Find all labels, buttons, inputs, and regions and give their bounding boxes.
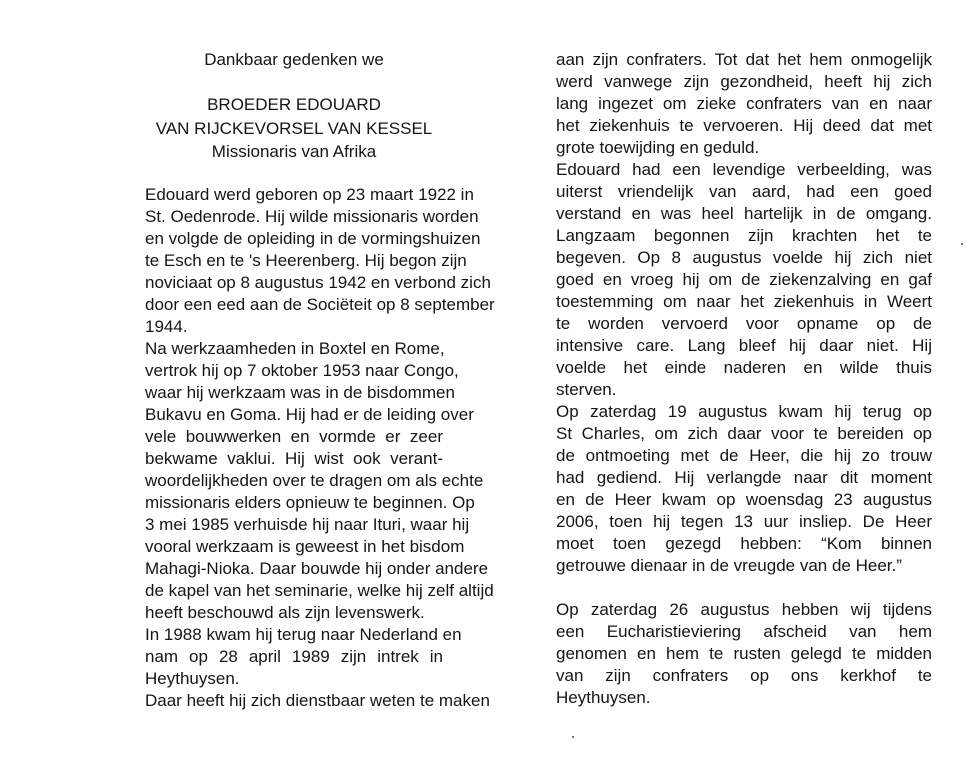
text-line: het ziekenhuis te vervoeren. Hij deed dat met [556, 116, 932, 135]
text-line: voelde het einde naderen en wilde thuis [556, 358, 932, 377]
text-line: van zijn confraters op ons kerkhof te [556, 666, 932, 685]
text-line: goed en vroeg hij om de ziekenzalving en gaf [556, 270, 932, 289]
name-heading: BROEDER EDOUARD [207, 95, 381, 114]
scan-speck [572, 736, 574, 738]
intro-heading: Dankbaar gedenken we [204, 50, 384, 69]
text-line: nam op 28 april 1989 zijn intrek in [145, 647, 443, 666]
text-line: lang ingezet om zieke confraters van en naar [556, 94, 932, 113]
text-line: werd vanwege zijn gezondheid, heeft hij zich [556, 72, 932, 91]
text-line: Heythuysen. [556, 688, 651, 707]
text-line: en volgde de opleiding in de vormingshuizen [145, 229, 481, 248]
text-line: intensive care. Lang bleef hij daar niet. Hij [556, 336, 932, 355]
left-paragraphs [145, 184, 495, 712]
text-line: woordelijkheden over te dragen om als echte [145, 471, 484, 490]
text-line: Op zaterdag 19 augustus kwam hij terug op [556, 402, 932, 421]
text-line: sterven. [556, 380, 617, 399]
text-line: 1944. [145, 317, 188, 336]
text-line: Daar heeft hij zich dienstbaar weten te maken [145, 691, 490, 710]
text-line: heeft beschouwd als zijn levenswerk. [145, 603, 425, 622]
text-line: verstand en was heel hartelijk in de omgang. [556, 204, 932, 223]
text-line: St Charles, om zich daar voor te bereiden op [556, 424, 932, 443]
text-line: Heythuysen. [145, 669, 240, 688]
text-line: getrouwe dienaar in de vreugde van de Heer.” [556, 556, 902, 575]
text-line: door een eed aan de Sociëteit op 8 september [145, 295, 495, 314]
text-line: en de Heer kwam op woensdag 23 augustus [556, 490, 932, 509]
text-line: Op zaterdag 26 augustus hebben wij tijdens [556, 600, 932, 619]
text-line: de kapel van het seminarie, welke hij zelf altijd [145, 581, 494, 600]
text-line: 3 mei 1985 verhuisde hij naar Ituri, waar hij [145, 515, 470, 534]
text-line: te Esch en te 's Heerenberg. Hij begon zijn [145, 251, 467, 270]
text-line: te worden vervoerd voor opname op de [556, 314, 932, 333]
text-line: aan zijn confraters. Tot dat het hem onmogelijk [556, 50, 932, 69]
text-line: Edouard had een levendige verbeelding, was [556, 160, 932, 179]
text-line: de ontmoeting met de Heer, die hij zo trouw [556, 446, 932, 465]
right-paragraphs [556, 49, 932, 709]
text-line: Langzaam begonnen zijn krachten het te [556, 226, 932, 245]
text-line: noviciaat op 8 augustus 1942 en verbond zich [145, 273, 491, 292]
text-line: vertrok hij op 7 oktober 1953 naar Congo, [145, 361, 459, 380]
surname-heading: VAN RIJCKEVORSEL VAN KESSEL [155, 119, 433, 138]
text-line: waar hij werkzaam was in de bisdommen [145, 383, 455, 402]
text-line: had gediend. Hij verlangde naar dit moment [556, 468, 932, 487]
text-line: In 1988 kwam hij terug naar Nederland en [145, 625, 462, 644]
text-line: vooral werkzaam is geweest in het bisdom [145, 537, 465, 556]
text-line: grote toewijding en geduld. [556, 138, 760, 157]
text-line: Edouard werd geboren op 23 maart 1922 in [145, 185, 474, 204]
text-line: genomen en hem te rusten gelegd te midden [556, 644, 932, 663]
text-line: Na werkzaamheden in Boxtel en Rome, [145, 339, 445, 358]
text-line: missionaris elders opnieuw te beginnen. Op [145, 493, 475, 512]
text-line: 2006, toen hij tegen 13 uur insliep. De Heer [556, 512, 932, 531]
text-line: St. Oedenrode. Hij wilde missionaris worden [145, 207, 479, 226]
blank-line [556, 577, 932, 599]
text-line: bekwame vaklui. Hij wist ook verant- [145, 449, 443, 468]
text-line: vele bouwwerken en vormde er zeer [145, 427, 443, 446]
text-line: uiterst vriendelijk van aard, had een goed [556, 182, 932, 201]
text-line: toestemming om naar het ziekenhuis in Weert [556, 292, 932, 311]
text-line: Mahagi-Nioka. Daar bouwde hij onder andere [145, 559, 489, 578]
scan-speck [961, 243, 963, 245]
text-line: moet toen gezegd hebben: “Kom binnen [556, 534, 932, 553]
text-line: een Eucharistieviering afscheid van hem [556, 622, 932, 641]
text-line: Bukavu en Goma. Hij had er de leiding over [145, 405, 474, 424]
role-heading: Missionaris van Afrika [211, 142, 377, 161]
text-line: begeven. Op 8 augustus voelde hij zich niet [556, 248, 932, 267]
